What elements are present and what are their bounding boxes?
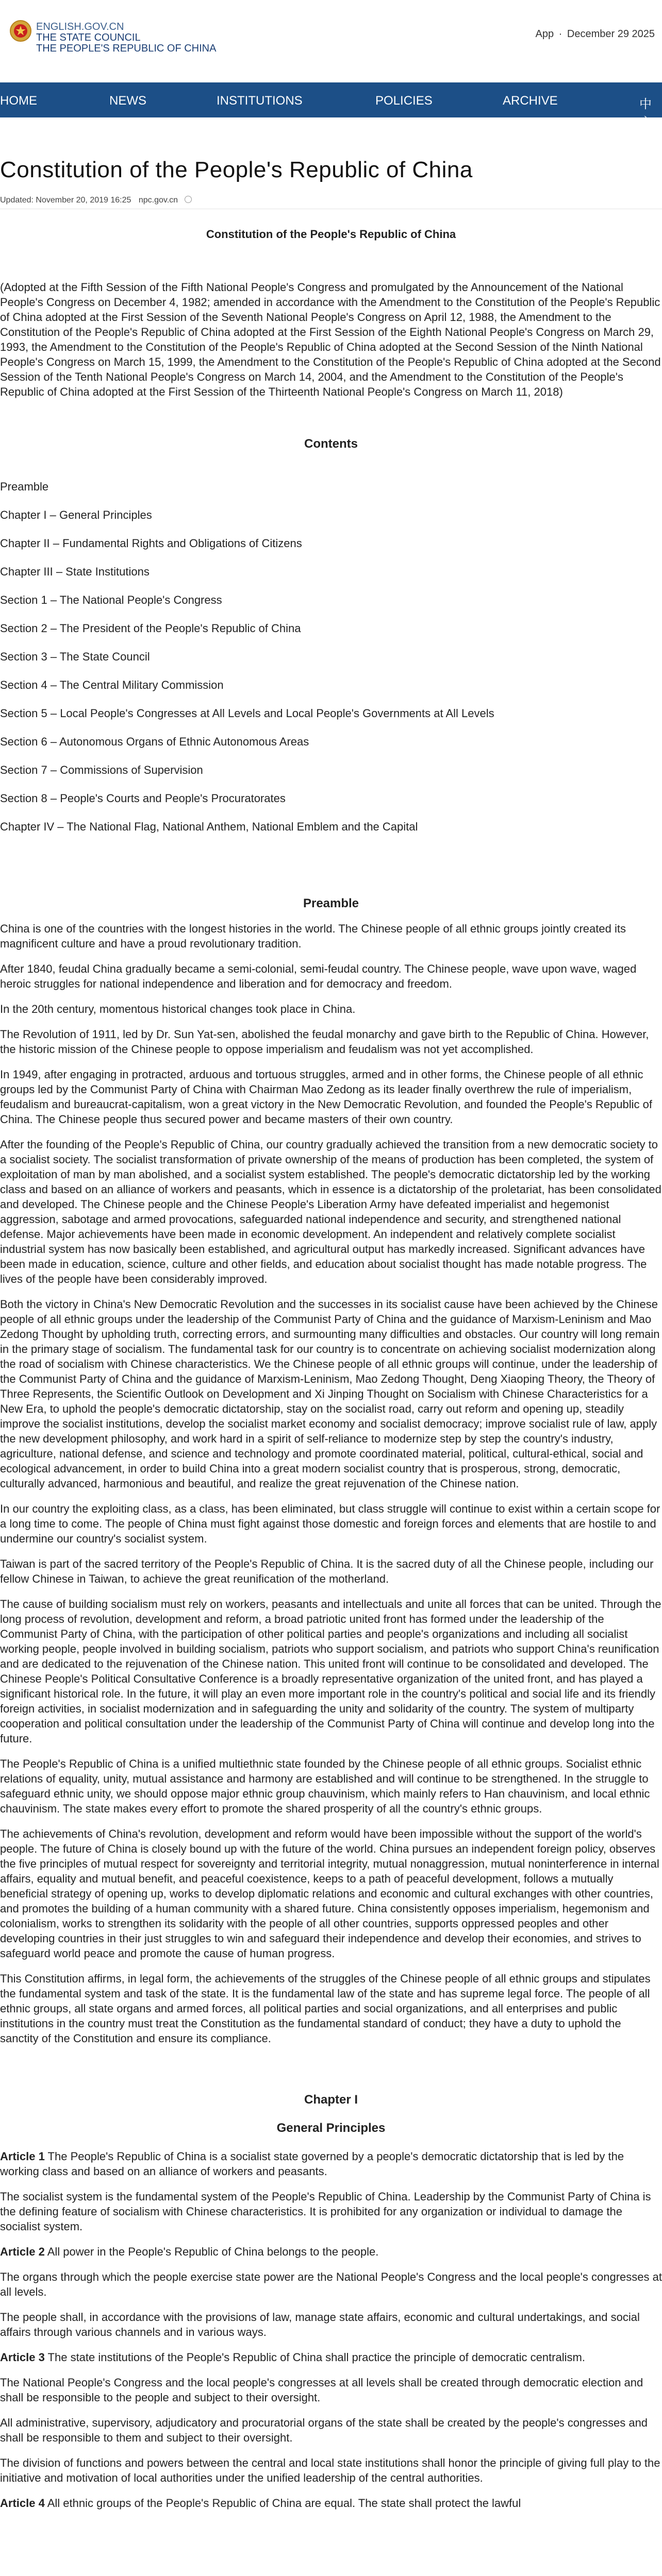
chapter1-heading: Chapter I (304, 2093, 358, 2107)
article-paragraph (0, 2310, 662, 2340)
header-right (536, 28, 655, 40)
updated-date: Updated: November 20, 2019 16:25 (0, 196, 131, 205)
paragraph: Both the victory in China's New Democratic Revolution and the successes in its socialist cause have been achieved by the Chinese people of all ethnic groups under the leadership of the Communist Party of China and the guidance of Marxism-Leninism and Mao Zedong Thought by upholding truth, correcting errors, and surmounting many difficulties and obstacles. Our country will long remain in the primary stage of socialism. The fundamental task for our country is to concentrate on achieving socialist modernization along the road of socialism with Chinese characteristics. We the Chinese people of all ethnic groups will continue, under the leadership of the Communist Party of China and the guidance of Marxism-Leninism, Mao Zedong Thought, Deng Xiaoping Theory, the Theory of Three Represents, the Scientific Outlook on Development and Xi Jinping Thought on Socialism with Chinese Characteristics for a New Era, to uphold the people's democratic dictatorship, stay on the socialist road, carry out reform and opening up, steadily improve the socialist institutions, develop the socialist market economy and socialist democracy; improve socialist rule of law, apply the new development philosophy, and work hard in a spirit of self-reliance to modernize step by step the country's industry, agriculture, national defense, and science and technology and promote coordinated material, political, cultural-ethical, social and ecological advancement, in order to build China into a great modern socialist country that is prosperous, strong, democratic, culturally advanced, harmonious and beautiful, and realize the great rejuvenation of the Chinese nation. (0, 1298, 660, 1490)
page-title: Constitution of the People's Republic of China (0, 157, 473, 182)
separator-dot: · (558, 28, 562, 40)
adoption-note: (Adopted at the Fifth Session of the Fifth National People's Congress and promulgated by the Announcement of the National People's Congress on December 4, 1982; amended in accordance with the Amendment to the Constitution of the People's Republic of China adopted at the First Session of the Seventh National People's Congress on April 12, 1988, the Amendment to the Constitution of the People's Republic of China adopted at the First Session of the Eighth National People's Congress on March 29, 1993, the Amendment to the Constitution of the People's Republic of China adopted at the Second Session of the Ninth National People's Congress on March 15, 1999, the Amendment to the Constitution of the People's Republic of China adopted at the Second Session of the Tenth National People's Congress on March 14, 2004, and the Amendment to the Constitution of the People's Republic of China adopted at the First Session of the Thirteenth National People's Congress on March 11, 2018) (0, 281, 661, 398)
article-paragraph (0, 2350, 662, 2365)
article-text: The socialist system is the fundamental system of the People's Republic of China. Leadership by the Communist Party of China is the defining feature of socialism with Chinese characteristics. It is prohibited for any organization or individual to damage the socialist system. (0, 2190, 651, 2233)
contents-item[interactable]: Chapter II – Fundamental Rights and Obligations of Citizens (0, 537, 302, 550)
site-name[interactable] (36, 22, 216, 54)
article-text: The people shall, in accordance with the provisions of law, manage state affairs, economic and cultural undertakings, and social affairs through various channels and in various ways. (0, 2311, 640, 2338)
article-label: Article 2 (0, 2245, 45, 2258)
contents-item[interactable]: Preamble (0, 480, 49, 493)
article-paragraph (0, 2375, 662, 2405)
paragraph: The cause of building socialism must rely on workers, peasants and intellectuals and unite all forces that can be united. Through the long process of revolution, development and reform, a broad patriotic united front has formed under the leadership of the Communist Party of China, with the participation of other political parties and people's organizations and including all socialist working people, people involved in building socialism, patriots who support socialism, and patriots who support China's reunification and are dedicated to the rejuvenation of the Chinese nation. This united front will continue to be consolidated and developed. The Chinese People's Political Consultative Conference is a broadly representative organization of the united front, and has played a significant historical role. In the future, it will play an even more important role in the country's political and social life and its friendly foreign activities, in socialist modernization and in safeguarding the unity and solidarity of the country. The system of multiparty cooperation and political consultation under the leadership of the Communist Party of China will continue and develop long into the future. (0, 1598, 661, 1745)
contents-item[interactable]: Section 1 – The National People's Congress (0, 594, 222, 606)
contents-item[interactable]: Chapter I – General Principles (0, 509, 152, 521)
contents-item[interactable]: Section 2 – The President of the People's Republic of China (0, 622, 301, 635)
site-line1: ENGLISH.GOV.CN (36, 21, 124, 32)
nav-home[interactable]: HOME (0, 94, 37, 108)
article-text: All power in the People's Republic of China belongs to the people. (44, 2245, 379, 2258)
main-nav (0, 82, 662, 129)
article-paragraph (0, 2415, 662, 2445)
nav-policies[interactable]: POLICIES (375, 94, 433, 108)
paragraph: The achievements of China's revolution, development and reform would have been impossible without the support of the world's people. The future of China is closely bound up with the future of the world. China pursues an independent foreign policy, observes the five principles of mutual respect for sovereignty and territorial integrity, mutual nonaggression, mutual noninterference in internal affairs, equality and mutual benefit, and peaceful coexistence, keeps to a path of peaceful development, follows a mutually beneficial strategy of opening up, works to develop diplomatic relations and economic and cultural exchanges with other countries, and promotes the building of a human community with a shared future. China consistently opposes imperialism, hegemonism and colonialism, works to strengthen its solidarity with the people of all other countries, supports oppressed peoples and other developing countries in their just struggles to win and safeguard their independence and develop their economies, and strives to safeguard world peace and promote the cause of human progress. (0, 1827, 659, 1960)
contents-item[interactable]: Section 5 – Local People's Congresses at All Levels and Local People's Governments at All Levels (0, 707, 494, 720)
paragraph: The People's Republic of China is a unified multiethnic state founded by the Chinese people of all ethnic groups. Socialist ethnic relations of equality, unity, mutual assistance and harmony are established and will continue to be strengthened. In the struggle to safeguard ethnic unity, we should oppose major ethnic group chauvinism, which mainly refers to Han chauvinism, and local ethnic chauvinism. The state makes every effort to promote the shared prosperity of all the country's ethnic groups. (0, 1757, 650, 1815)
article-text: The organs through which the people exercise state power are the National People's Congress and the local people's congresses at all levels. (0, 2270, 662, 2298)
national-emblem-icon[interactable] (9, 20, 32, 42)
article-label: Article 4 (0, 2497, 45, 2510)
contents-item[interactable]: Chapter III – State Institutions (0, 565, 150, 578)
header-date: December 29 2025 (567, 28, 655, 40)
nav-archive[interactable]: ARCHIVE (503, 94, 558, 108)
site-header (0, 0, 662, 82)
paragraph: In the 20th century, momentous historical changes took place in China. (0, 1003, 356, 1015)
article-paragraph (0, 2189, 662, 2234)
paragraph: Taiwan is part of the sacred territory of the People's Republic of China. It is the sacred duty of all the Chinese people, including our fellow Chinese in Taiwan, to achieve the great reunification of the motherland. (0, 1557, 654, 1585)
paragraph: After the founding of the People's Republic of China, our country gradually achieved the transition from a new democratic society to a socialist society. The socialist transformation of private ownership of the means of production has been completed, the system of exploitation of man by man abolished, and a socialist system established. The people's democratic dictatorship led by the working class and based on an alliance of workers and peasants, which in essence is a dictatorship of the proletariat, has been consolidated and developed. The Chinese people and the Chinese People's Liberation Army have defeated imperialist and hegemonist aggression, sabotage and armed provocations, safeguarded national independence and security, and strengthened national defense. Major achievements have been made in economic development. An independent and relatively complete socialist industrial system has now basically been established, and agricultural output has markedly increased. Significant advances have been made in education, science, culture and other fields, and education about socialist thought has made notable progress. The lives of the people have been considerably improved. (0, 1138, 661, 1285)
article-label: Article 1 (0, 2150, 45, 2163)
contents-item[interactable]: Section 3 – The State Council (0, 650, 150, 663)
article-meta (0, 196, 192, 205)
article-text: The National People's Congress and the local people's congresses at all levels shall be created through democratic election and shall be responsible to the people and subject to their oversight. (0, 2376, 643, 2404)
article-paragraph (0, 2149, 662, 2179)
paragraph: China is one of the countries with the longest histories in the world. The Chinese people of all ethnic groups jointly created its magnificent culture and have a proud revolutionary tradition. (0, 922, 626, 950)
site-line3: THE PEOPLE'S REPUBLIC OF CHINA (36, 43, 217, 54)
app-link[interactable]: App (535, 28, 554, 40)
share-icon[interactable] (185, 196, 192, 203)
contents-item[interactable]: Section 6 – Autonomous Organs of Ethnic Autonomous Areas (0, 735, 309, 748)
paragraph: The Revolution of 1911, led by Dr. Sun Yat-sen, abolished the feudal monarchy and gave birth to the Republic of China. However, the historic mission of the Chinese people to oppose imperialism and feudalism was not yet accomplished. (0, 1028, 649, 1056)
article-text: The state institutions of the People's Republic of China shall practice the principle of democratic centralism. (44, 2351, 585, 2364)
paragraph: This Constitution affirms, in legal form, the achievements of the struggles of the Chinese people of all ethnic groups and stipulates the fundamental system and task of the state. It is the fundamental law of the state and has supreme legal force. The people of all ethnic groups, all state organs and armed forces, all political parties and social organizations, and all enterprises and public institutions in the country must treat the Constitution as the fundamental standard of conduct; they have a duty to uphold the sanctity of the Constitution and ensure its compliance. (0, 1972, 651, 2045)
article-paragraph (0, 2269, 662, 2299)
source-label: npc.gov.cn (138, 196, 178, 205)
nav-chinese[interactable]: 中文 (639, 97, 652, 129)
preamble-heading: Preamble (303, 896, 359, 910)
chapter1-subheading: General Principles (276, 2121, 386, 2135)
chapter1-text (0, 2149, 662, 2511)
article-text: All ethnic groups of the People's Republic of China are equal. The state shall protect the lawful (44, 2497, 521, 2510)
nav-institutions[interactable]: INSTITUTIONS (217, 94, 303, 108)
paragraph: In 1949, after engaging in protracted, arduous and tortuous struggles, armed and in other forms, the Chinese people of all ethnic groups led by the Communist Party of China with Chairman Mao Zedong as its leader finally overthrew the rule of imperialism, feudalism and bureaucrat-capitalism, won a great victory in the New Democratic Revolution, and founded the People's Republic of China. The Chinese people thus secured power and became masters of their own country. (0, 1068, 652, 1126)
contents-item[interactable]: Chapter IV – The National Flag, National Anthem, National Emblem and the Capital (0, 820, 418, 833)
article-body (0, 227, 662, 2511)
contents-item[interactable]: Section 7 – Commissions of Supervision (0, 764, 203, 776)
contents-heading: Contents (304, 437, 358, 451)
contents-item[interactable]: Section 8 – People's Courts and People's Procuratorates (0, 792, 286, 805)
nav-news[interactable]: NEWS (109, 94, 146, 108)
article-paragraph (0, 2496, 662, 2511)
site-line2: THE STATE COUNCIL (36, 32, 141, 43)
article-paragraph (0, 2455, 662, 2485)
article-paragraph (0, 2244, 662, 2259)
document-heading: Constitution of the People's Republic of China (206, 228, 456, 241)
paragraph: In our country the exploiting class, as a class, has been eliminated, but class struggle will continue to exist within a certain scope for a long time to come. The people of China must fight against those domestic and foreign forces and elements that are hostile to and undermine our country's socialist system. (0, 1502, 660, 1545)
contents-item[interactable]: Section 4 – The Central Military Commission (0, 679, 224, 691)
contents-list (0, 479, 662, 834)
article-text: All administrative, supervisory, adjudicatory and procuratorial organs of the state shall be created by the people's congresses and shall be responsible to them and subject to their oversight. (0, 2416, 648, 2444)
article-label: Article 3 (0, 2351, 45, 2364)
article-text: The division of functions and powers between the central and local state institutions shall honor the principle of giving full play to the initiative and motivation of local authorities under the unified leadership of the central authorities. (0, 2456, 660, 2484)
paragraph: After 1840, feudal China gradually became a semi-colonial, semi-feudal country. The Chinese people, wave upon wave, waged heroic struggles for national independence and liberation and for democracy and freedom. (0, 962, 637, 990)
article-text: The People's Republic of China is a socialist state governed by a people's democratic dictatorship that is led by the working class and based on an alliance of workers and peasants. (0, 2150, 624, 2178)
preamble-text (0, 921, 662, 2046)
